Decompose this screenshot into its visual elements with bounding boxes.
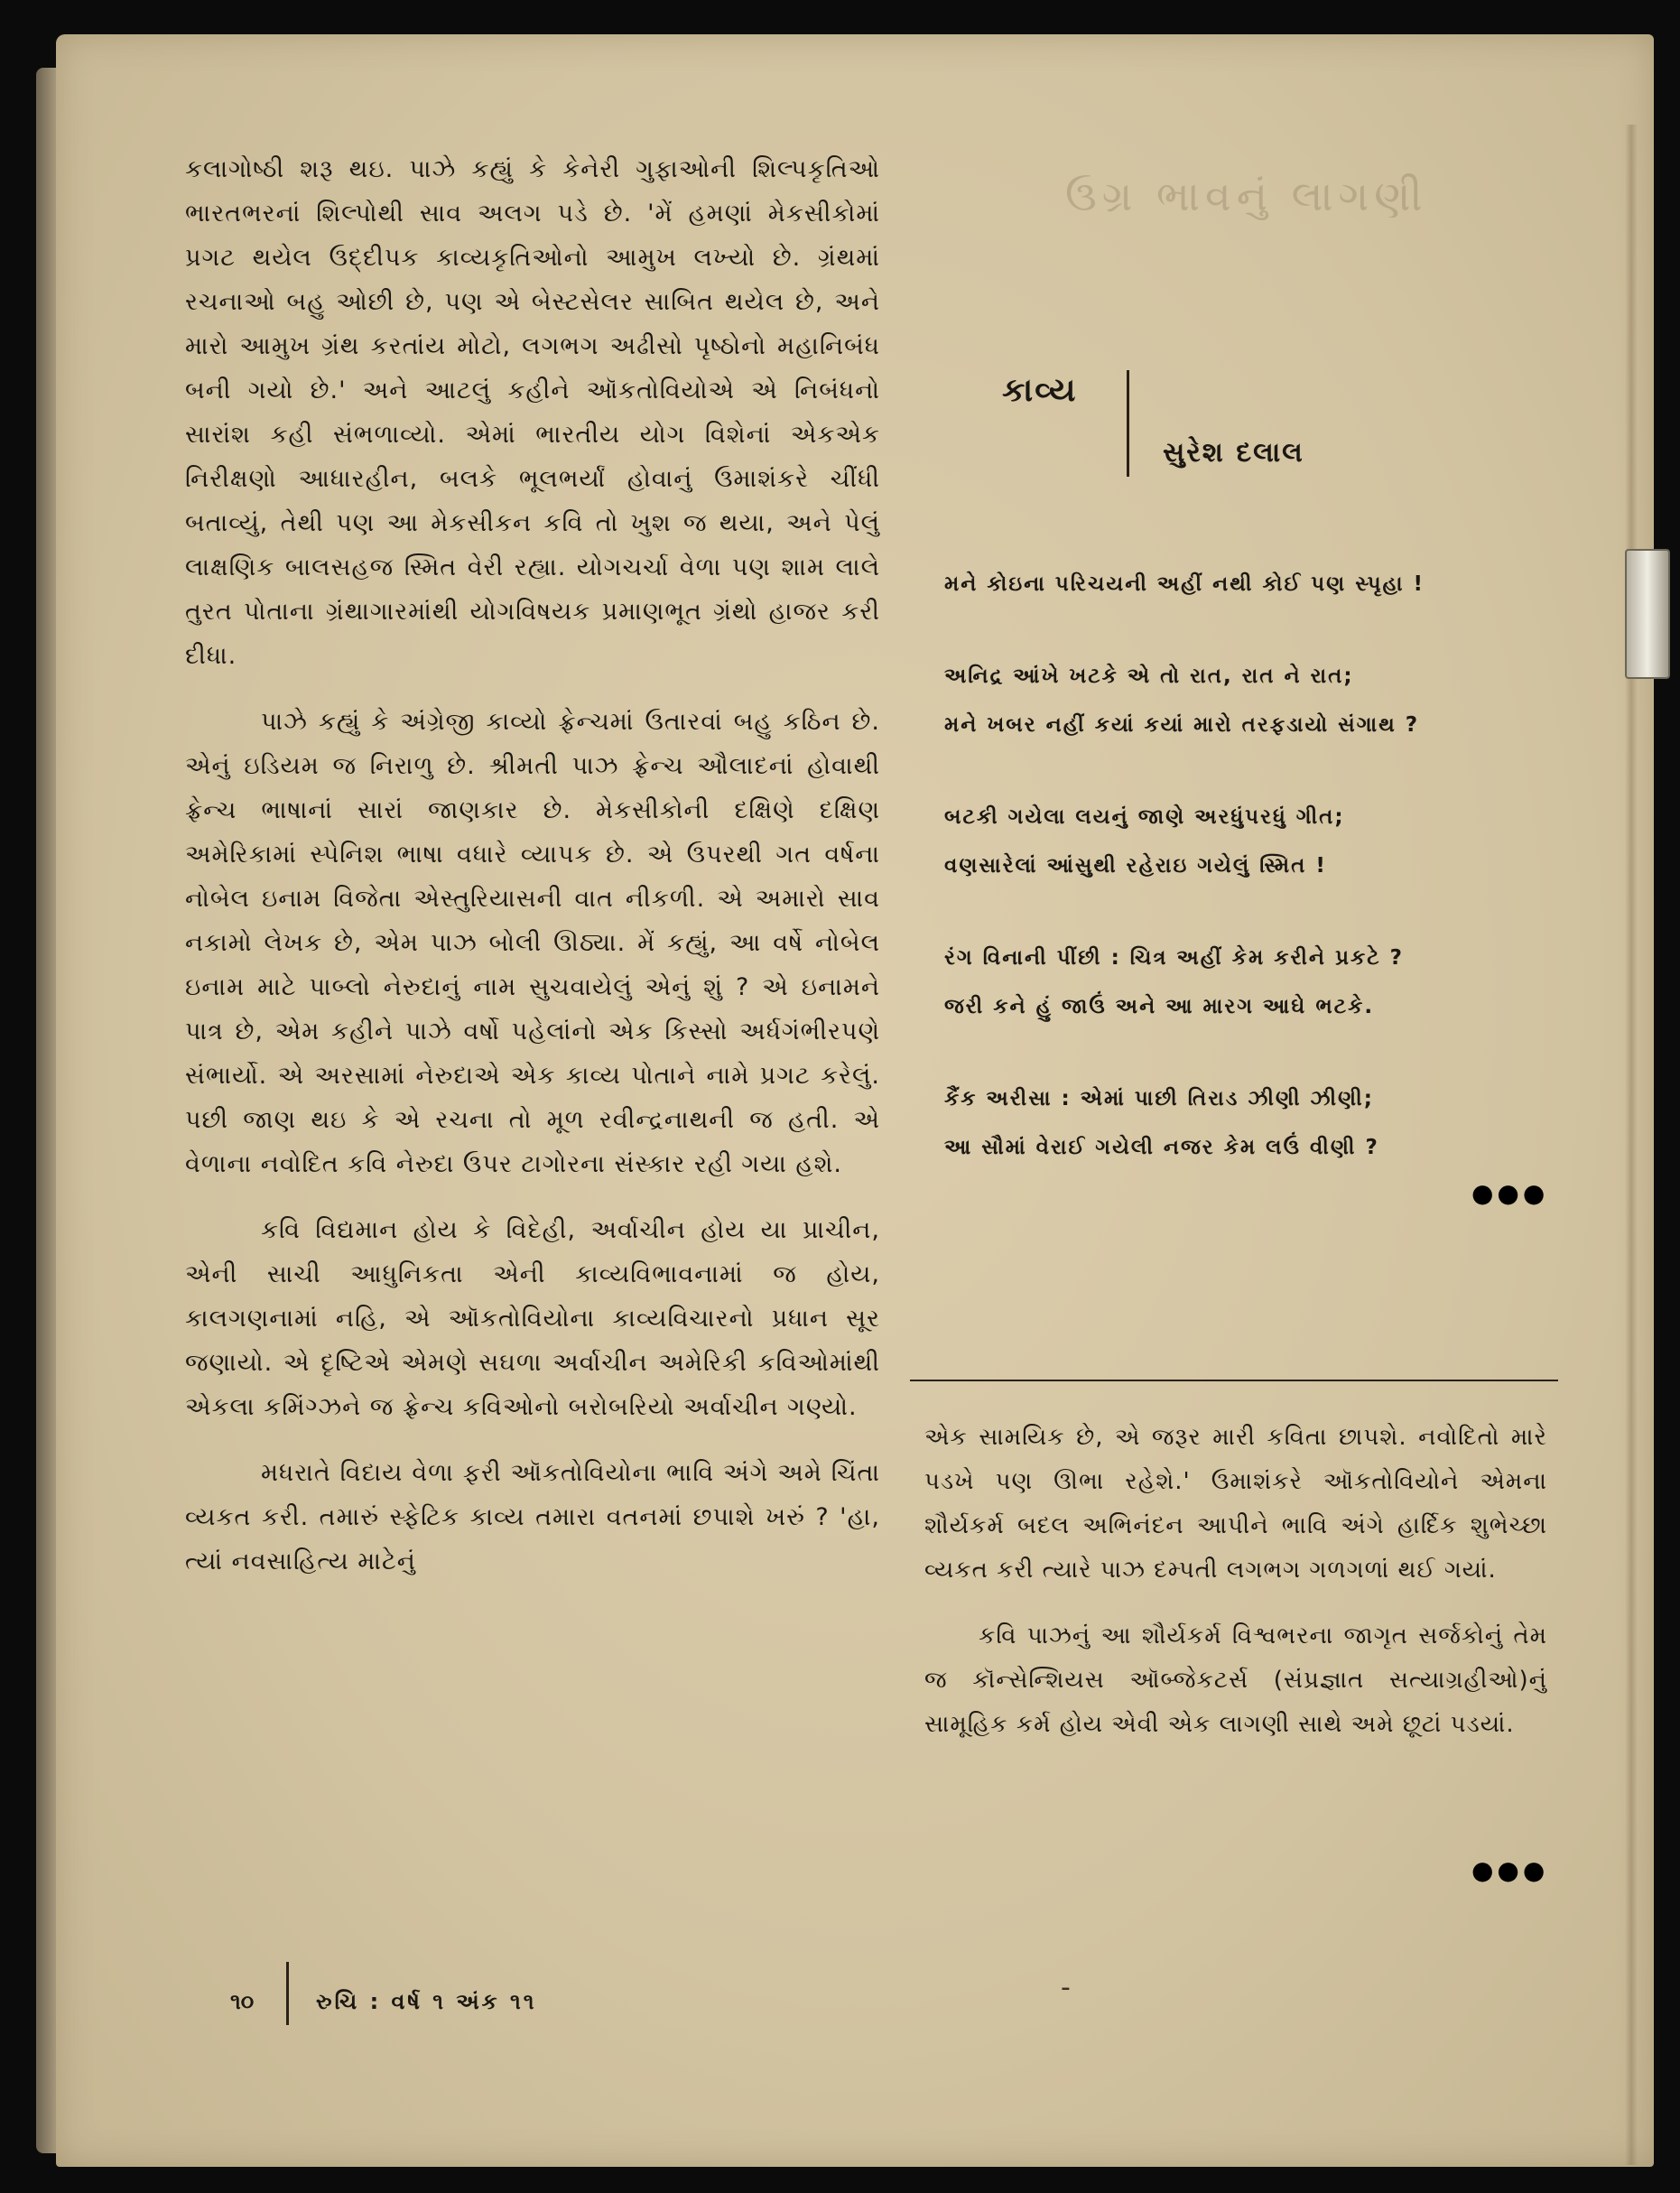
title-divider xyxy=(1127,370,1129,477)
paragraph-6: કવિ પાઝનું આ શૌર્યકર્મ વિશ્વભરના જાગૃત સર્જકોનું તેમ જ કૉન્સેન્શિયસ ઑબ્જેકટર્સ (સંપ્રજ્ઞાત સત્યાગ્રહીઓ)નું સામૂહિક કર્મ હોય એવી એક લાગણી સાથે અમે છૂટાં પડયાં. xyxy=(924,1622,1547,1738)
stanza-2 xyxy=(944,652,1558,749)
paragraph-3: કવિ વિદ્યમાન હોય કે વિદેહી, અર્વાચીન હોય યા પ્રાચીન, એની સાચી આધુનિકતા એની કાવ્યવિભાવનામાં જ હોય, કાલગણનામાં નહિ, એ ઑકતોવિયોના કાવ્યવિચારનો પ્રધાન સૂર જણાયો. એ દૃષ્ટિએ એમણે સઘળા અર્વાચીન અમેરિકી કવિઓમાંથી એકલા કમિંગ્ઝને જ ફ્રેન્ચ કવિઓનો બરોબરિયો અર્વાચીન ગણ્યો. xyxy=(185,1216,880,1421)
stanza-3 xyxy=(944,793,1558,890)
journal-issue: રુચિ : વર્ષ ૧ અંક ૧૧ xyxy=(316,1989,537,2014)
poem-title: કાવ્ય xyxy=(1002,372,1078,409)
stanza-4 xyxy=(944,934,1558,1031)
poem-section xyxy=(912,343,1553,1159)
poem-header xyxy=(912,343,1553,479)
poem-line: મને ખબર નહીં કયાં કયાં મારો તરફડાયો સંગાથ ? xyxy=(944,713,1420,737)
poet-name: સુરેશ દલાલ xyxy=(1163,437,1304,469)
poem-line: આ સૌમાં વેરાઈ ગયેલી નજર કેમ લઉં વીણી ? xyxy=(944,1136,1379,1159)
right-column-continuation xyxy=(924,1416,1547,1769)
poem-body xyxy=(944,560,1558,1215)
page-number: ૧૦ xyxy=(230,1989,255,2014)
section-divider xyxy=(910,1380,1558,1381)
paragraph-5: એક સામયિક છે, એ જરૂર મારી કવિતા છાપશે. નવોદિતો મારે પડખે પણ ઊભા રહેશે.' ઉમાશંકરે ઑકતોવિયોને એમના શૌર્યકર્મ બદલ અભિનંદન આપીને ભાવિ અંગે હાર્દિક શુભેચ્છા વ્યકત કરી ત્યારે પાઝ દમ્પતી લગભગ ગળગળાં થઈ ગયાં. xyxy=(924,1424,1547,1584)
binder-clip xyxy=(1625,549,1670,679)
show-through-text: ઉગ્ર ભાવનું લાગણી xyxy=(1065,172,1428,220)
poem-line: રંગ વિનાની પીંછી : ચિત્ર અહીં કેમ કરીને પ્રકટે ? xyxy=(944,946,1404,970)
dash-mark: - xyxy=(1061,1972,1071,2003)
poem-line: બટકી ગયેલા લયનું જાણે અરધુંપરધું ગીત; xyxy=(944,805,1345,829)
poem-end-mark: ●●● xyxy=(1471,1178,1549,1208)
footer-divider xyxy=(286,1962,289,2025)
stanza-1 xyxy=(944,560,1558,609)
article-end-mark: ●●● xyxy=(1471,1855,1549,1885)
poem-line: મને કોઇના પરિચયની અહીં નથી કોઈ પણ સ્પૃહા ! xyxy=(944,572,1425,596)
poem-line: કૈંક અરીસા : એમાં પાછી તિરાડ ઝીણી ઝીણી; xyxy=(944,1087,1374,1110)
paragraph-2: પાઝે કહ્યું કે અંગ્રેજી કાવ્યો ફ્રેન્ચમાં ઉતારવાં બહુ કઠિન છે. એનું ઇડિયમ જ નિરાળુ છે. શ્રીમતી પાઝ ફ્રેન્ચ ઔલાદનાં હોવાથી ફ્રેન્ચ ભાષાનાં સારાં જાણકાર છે. મેકસીકોની દક્ષિણે દક્ષિણ અમેરિકામાં સ્પેનિશ ભાષા વધારે વ્યાપક છે. એ ઉપરથી ગત વર્ષના નોબેલ ઇનામ વિજેતા એસ્તુરિયાસની વાત નીકળી. એ અમારો સાવ નકામો લેખક છે, એમ પાઝ બોલી ઊઠ્યા. મેં કહ્યું, આ વર્ષે નોબેલ ઇનામ માટે પાબ્લો નેરુદાનું નામ સુચવાયેલું એનું શું ? એ ઇનામને પાત્ર છે, એમ કહીને પાઝે વર્ષો પહેલાંનો એક કિસ્સો અર્ધગંભીરપણે સંભાર્યો. એ અરસામાં નેરુદાએ એક કાવ્ય પોતાને નામે પ્રગટ કરેલું. પછી જાણ થઇ કે એ રચના તો મૂળ રવીન્દ્રનાથની જ હતી. એ વેળાના નવોદિત કવિ નેરુદા ઉપર ટાગોરના સંસ્કાર રહી ગયા હશે. xyxy=(185,708,880,1178)
paragraph-4: મધરાતે વિદાય વેળા ફરી ઑકતોવિયોના ભાવિ અંગે અમે ચિંતા વ્યકત કરી. તમારું સ્ફેટિક કાવ્ય તમારા વતનમાં છપાશે ખરું ? 'હા, ત્યાં નવસાહિત્ય માટેનું xyxy=(185,1459,880,1575)
left-column xyxy=(185,147,880,1605)
stanza-5 xyxy=(944,1074,1558,1172)
poem-line: વણસારેલાં આંસુથી રહેરાઇ ગયેલું સ્મિત ! xyxy=(944,854,1327,878)
paragraph-1: કલાગોષ્ઠી શરૂ થઇ. પાઝે કહ્યું કે કેનેરી ગુફાઓની શિલ્પકૃતિઓ ભારતભરનાં શિલ્પોથી સાવ અલગ પડે છે. 'મેં હમણાં મેકસીકોમાં પ્રગટ થયેલ ઉદ્દીપક કાવ્યકૃતિઓનો આમુખ લખ્યો છે. ગ્રંથમાં રચનાઓ બહુ ઓછી છે, પણ એ બેસ્ટસેલર સાબિત થયેલ છે, અને મારો આમુખ ગ્રંથ કરતાંય મોટો, લગભગ અઢીસો પૃષ્ઠોનો મહાનિબંધ બની ગયો છે.' અને આટલું કહીને ઑકતોવિયોએ એ નિબંધનો સારાંશ કહી સંભળાવ્યો. એમાં ભારતીય યોગ વિશેનાં એકએક નિરીક્ષણો આધારહીન, બલકે ભૂલભર્યાં હોવાનું ઉમાશંકરે ચીંધી બતાવ્યું, તેથી પણ આ મેકસીકન કવિ તો ખુશ જ થયા, અને પેલું લાક્ષણિક બાલસહજ સ્મિત વેરી રહ્યા. યોગચર્ચા વેળા પણ શામ લાલે તુરત પોતાના ગ્રંથાગારમાંથી યોગવિષયક પ્રમાણભૂત ગ્રંથો હાજર કરી દીધા. xyxy=(185,155,880,670)
poem-line: જરી કને હું જાઉં અને આ મારગ આઘે ભટકે. xyxy=(944,995,1375,1018)
poem-line: અનિદ્ર આંખે ખટકે એ તો રાત, રાત ને રાત; xyxy=(944,664,1354,688)
fold-shadow xyxy=(1625,125,1638,2165)
